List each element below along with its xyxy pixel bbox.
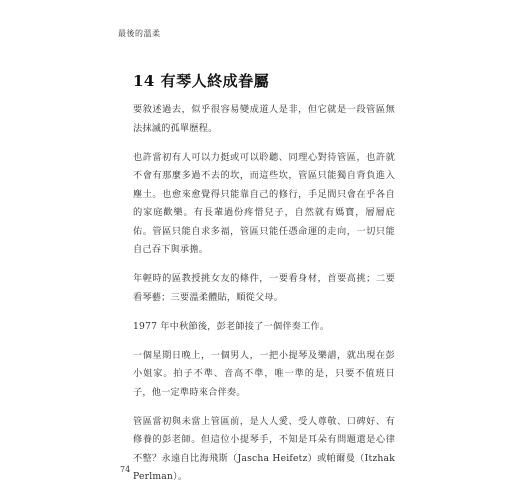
page-number: 74 — [120, 465, 131, 474]
paragraph: 1977 年中秋節後，彭老師接了一個伴奏工作。 — [133, 320, 330, 332]
body-text — [133, 101, 395, 497]
paragraph: 要敘述過去，似乎很容易變成道人是非，但它就是一段管區無法抹滅的孤單歷程。 — [133, 104, 395, 134]
running-header: 最後的溫柔 — [118, 29, 161, 38]
paragraph: 也許當初有人可以力挺或可以聆聽、同理心對待管區，也許就不會有那麼多過不去的坎，而這些坎，管區只能獨自背負進入塵土。也愈來愈覺得只能靠自己的修行，手足間只會在乎各自的家庭歡樂。有長輩過份疼惜兒子，自然就有媽寶，層層庇佑。管區只能自求多福，管區只能任憑命運的走向，一切只能自己吞下與承擔。 — [133, 151, 395, 255]
chapter-title: 14 有琴人終成眷屬 — [133, 72, 270, 90]
paragraph: 一個星期日晚上，一個男人，一把小提琴及樂譜，就出現在彭小姐家。拍子不準、音高不準，唯一準的是，只要不值班日子，他一定準時來合伴奏。 — [133, 349, 395, 398]
paragraph: 年輕時的區教授挑女友的條件，一要看身材，首要高挑；二要看琴藝；三要溫柔體貼，順從父母。 — [133, 273, 395, 303]
paragraph: 管區當初與未當上管區前，是人人愛、受人尊敬、口碑好、有修養的彭老師。但這位小提琴手，不知是耳朵有問題還是心律不整？永遠自比海飛斯（Jascha Heifetz）或帕爾曼（Itzhak Perlman）。 — [133, 415, 395, 482]
